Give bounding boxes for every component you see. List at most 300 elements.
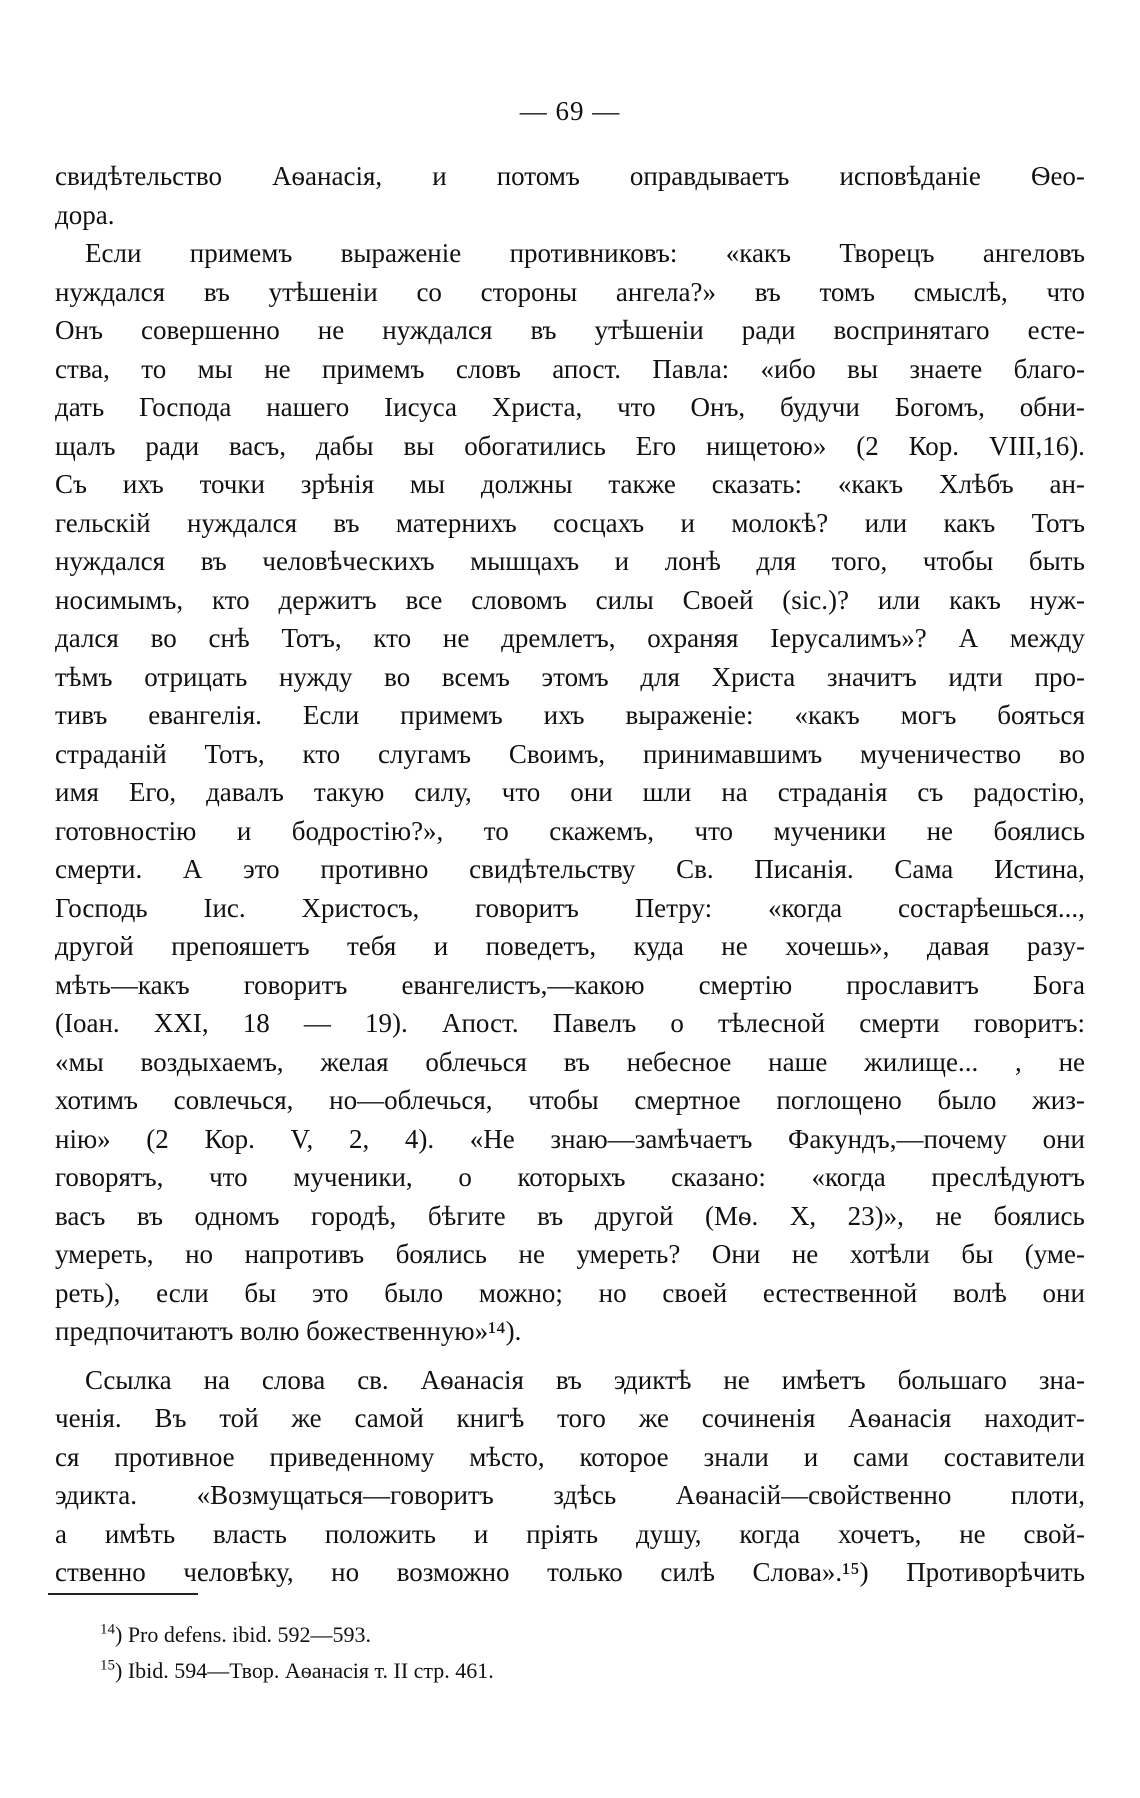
word: то [141,353,167,384]
word: Св. [676,854,714,884]
word: мученичество [859,738,1022,769]
word: зна- [1038,1364,1085,1395]
word: Противорѣчить [906,1557,1085,1587]
word: радостію, [973,777,1085,807]
word: Петру: [634,892,713,923]
text-line [55,735,1085,774]
word: примемъ [400,700,503,730]
text-line [55,1120,1085,1159]
word: Бога [1032,969,1085,1000]
word: во [150,623,177,653]
text-line [55,427,1085,466]
word: жиз- [1032,1085,1085,1115]
word: и [236,815,252,846]
word: свидѣтельство [55,161,222,191]
word: противниковъ: [509,238,678,268]
word: «когда [767,892,843,923]
word: того [557,1403,606,1433]
word: противное [114,1441,235,1472]
word: поглощено [776,1085,902,1115]
word: Апост. [441,1008,519,1038]
word: ради [145,430,200,461]
word: ангеловъ [982,238,1085,268]
paragraph-gap [55,1351,1085,1361]
text-line [55,658,1085,697]
word: васъ [55,1200,106,1231]
word: (sic.)? [782,584,849,615]
word: Тотъ, [281,623,342,653]
word: нуждался [55,546,166,576]
word: словомъ [471,584,567,615]
word: принимавшимъ [642,738,823,769]
word: находит- [984,1403,1085,1433]
word: бы [961,1239,994,1269]
word: не [1058,1046,1085,1077]
word: другой [594,1200,674,1231]
word: не [723,1364,750,1395]
word: не [442,623,470,653]
word: точки [199,469,265,499]
word: 2, [348,1123,370,1154]
word: гельскій [55,507,151,538]
word: воспринятаго [833,315,990,345]
word: могъ [900,700,957,730]
word: мы [197,353,233,384]
word: или [864,507,908,538]
word: дать [55,392,105,422]
word: потомъ [496,161,580,191]
word: выраженіе: [625,700,754,730]
word: естественной [762,1277,918,1308]
word: щалъ [55,430,116,461]
word: «ибо [760,353,816,384]
word: сказано: [671,1162,766,1192]
word: Кор. [908,430,960,461]
word: о [670,1008,684,1038]
word: ан- [1049,469,1085,499]
word: говоритъ: [973,1008,1085,1038]
word: куда [633,931,684,961]
word: того, [831,546,888,576]
word: — [303,1008,331,1038]
word: со [416,276,442,307]
word: про- [1034,661,1085,692]
word: страданій [55,738,167,769]
word: сказать: [711,469,802,499]
word: не [959,1518,986,1549]
word: А [958,623,979,653]
text-line [55,1312,1085,1351]
word: Они [711,1239,761,1269]
word: Хлѣбъ [938,469,1014,499]
word: волѣ [952,1277,1007,1308]
word: дабы [315,430,374,461]
word: во [384,661,411,692]
word: въ [333,507,360,538]
word: смертію [698,969,793,1000]
word: свидѣтельству [469,854,636,884]
word: силѣ [660,1557,715,1587]
word: васъ, [228,430,287,461]
word: мѣть—какъ [55,969,190,1000]
word: знали [703,1441,769,1472]
word: Сама [894,854,954,884]
word: А [182,854,203,884]
word: V, [290,1123,314,1154]
word: «когда [811,1162,886,1192]
text-line [55,1553,1085,1592]
word: мышцахъ [470,546,580,576]
word: Его, [128,777,177,807]
word: (Іоан. [55,1008,120,1038]
word: они [570,777,613,807]
word: смерти [859,1008,940,1038]
word: человѣческихъ [262,546,435,576]
word: XXI, [153,1008,209,1038]
word: чтобы [528,1085,599,1115]
word: пріять [526,1518,599,1549]
word: когда [739,1518,801,1549]
word: говоритъ [475,892,579,923]
word: апост. [552,353,621,384]
footnote-14 [100,1617,1000,1653]
word: Ѳео- [1030,161,1085,191]
word: а [55,1518,67,1549]
word: Павелъ [552,1008,637,1038]
word: жилище... [864,1046,979,1077]
word: говоритъ [243,969,348,1000]
text-line [55,1515,1085,1554]
word: страданія [777,777,888,807]
word: въ [136,1200,163,1231]
word: облечься [425,1046,527,1077]
word: нуждался [55,276,166,307]
word: здѣсь [553,1480,617,1510]
footnote-divider [48,1593,198,1595]
text-line [55,273,1085,312]
text-line [55,388,1085,427]
word: во [1058,738,1085,769]
word: нужду [278,661,353,692]
word: эдикта. [55,1480,138,1510]
word: Съ [55,469,87,499]
word: эдиктѣ [613,1364,692,1395]
word: но [331,1557,360,1587]
text-line [55,1158,1085,1197]
text-line [55,311,1085,350]
word: своей [662,1277,728,1308]
word: мученики [773,815,887,846]
word: держитъ [278,584,377,615]
word: силу, [414,777,472,807]
word: ангела?» [615,276,716,307]
word: давая [926,931,990,961]
word: слова [261,1364,326,1395]
word: примемъ [321,353,425,384]
word: можно; [478,1277,563,1308]
word: «какъ [794,700,860,730]
word: бояться [997,700,1085,730]
word: Слова».¹⁵) [752,1557,869,1587]
word: (Мѳ. [705,1200,759,1231]
word: утѣшеніи [268,276,378,307]
word: той [219,1403,259,1433]
word: , [1015,1046,1022,1077]
word: (2 [146,1123,169,1154]
word: Іисуса [384,392,458,422]
word: этомъ [541,661,609,692]
word: св. [357,1364,389,1395]
word: Писанія. [754,854,854,884]
word: давалъ [206,777,284,807]
word: въ [537,1200,564,1231]
text-line [55,619,1085,658]
word: слугамъ [377,738,472,769]
word: носимымъ, [55,584,184,615]
word: но—облечься, [329,1085,493,1115]
word: хочешь», [785,931,890,961]
word: это [312,1277,349,1308]
word: преслѣдуютъ [931,1162,1085,1192]
word: словъ [455,353,521,384]
word: смыслѣ, [913,276,1008,307]
word: Христосъ, [301,892,420,923]
word: и [473,1518,489,1549]
word: и [433,931,449,961]
word: смерти. [55,854,143,884]
word: «какъ [837,469,904,499]
word: самой [354,1403,424,1433]
word: Аѳанасія [848,1403,952,1433]
word: разу- [1026,931,1085,961]
text-line [55,850,1085,889]
line-text: предпочитаютъ волю божественную»¹⁴). [55,1316,522,1346]
word: Аѳанасія, [272,161,383,191]
word: одномъ [194,1200,280,1231]
word: желая [320,1046,389,1077]
word: сосцахъ [553,507,645,538]
text-line [55,1438,1085,1477]
word: власть [213,1518,287,1549]
word: и [803,1441,819,1472]
footnotes [100,1617,1000,1689]
word: лонѣ [664,546,721,576]
body-text [55,157,1085,1592]
word: Его [635,430,677,461]
word: не [264,353,291,384]
word: сочиненія [701,1403,816,1433]
word: матернихъ [395,507,517,538]
page-number: — 69 — [519,96,621,126]
word: имѣть [104,1518,176,1549]
text-line [55,773,1085,812]
word: нію» [55,1123,111,1154]
word: быть [1028,546,1085,576]
word: мѣсто, [469,1441,545,1472]
word: большаго [897,1364,1007,1395]
word: исповѣданіе [839,161,981,191]
word: въ [200,546,227,576]
line-text: дора. [55,199,115,230]
word: стороны [480,276,578,307]
text-line [55,927,1085,966]
word: тѣлесной [718,1008,826,1038]
word: Іис. [203,892,246,923]
word: благо- [1013,353,1085,384]
word: же [291,1403,322,1433]
word: дремлетъ, [501,623,616,653]
word: вы [847,353,878,384]
word: хотимъ [55,1085,138,1115]
text-line [55,1399,1085,1438]
word: евангелистъ,—какою [401,969,645,1000]
word: какъ [949,584,1001,615]
word: нуждался [382,315,493,345]
text-line [55,1043,1085,1082]
word: молокѣ? [731,507,829,538]
text-line [55,196,1085,235]
word: евангелія. [148,700,262,730]
word: въ [555,1364,582,1395]
word: Онъ, [690,392,746,422]
word: должны [480,469,573,499]
word: воздыхаемъ, [140,1046,284,1077]
word: (уме- [1024,1239,1085,1269]
word: препояшетъ [171,931,310,961]
footnote-text: ) Pro defens. ibid. 592—593. [115,1622,372,1647]
word: приведенному [269,1441,435,1472]
word: Факундъ,—почему [788,1123,1007,1154]
word: Тотъ, [204,738,265,769]
word: противно [320,854,429,884]
word: смертное [634,1085,741,1115]
word: такую [313,777,385,807]
word: что [617,392,656,422]
word: умереть, [55,1239,154,1269]
word: и [614,546,630,576]
word: въ [530,315,557,345]
word: въ [203,276,230,307]
word: не [935,1200,962,1231]
word: ченія. [55,1403,122,1433]
word: Аѳанасія [420,1364,524,1395]
word: и [680,507,695,538]
word: ихъ [122,469,164,499]
word: 19). [365,1008,408,1038]
word: мы [409,469,446,499]
word: это [243,854,280,884]
word: же [638,1403,669,1433]
word: ради [741,315,796,345]
word: напротивъ [244,1239,365,1269]
word: имѣетъ [781,1364,866,1395]
text-line [55,696,1085,735]
word: что [209,1162,248,1192]
text-line [55,157,1085,196]
word: не [721,931,748,961]
text-line [55,1361,1085,1400]
word: на [721,777,748,807]
word: какъ [943,507,996,538]
word: Тотъ [1031,507,1085,538]
word: тивъ [55,700,108,730]
word: утѣшеніи [594,315,704,345]
word: нищетою» [706,430,827,461]
word: Своей [682,584,754,615]
word: что [1046,276,1085,307]
word: то [483,815,509,846]
footnote-marker: 15 [100,1657,115,1674]
word: тѣмъ [55,661,113,692]
word: ственно [55,1557,146,1587]
word: имя [55,777,99,807]
word: примемъ [189,238,293,268]
word: Если [302,700,360,730]
word: есте- [1027,315,1085,345]
text-line [55,234,1085,273]
word: реть), [55,1277,121,1308]
word: зрѣнія [300,469,374,499]
word: «какъ [725,238,792,268]
word: «Возмущаться—говоритъ [196,1480,494,1510]
word: боялись [993,815,1085,846]
text-line [55,504,1085,543]
word: кто [302,738,341,769]
word: Христа [711,661,796,692]
word: ства, [55,353,110,384]
word: «Не [469,1123,515,1154]
footnote-marker: 14 [100,1621,115,1638]
word: охраняя [647,623,739,653]
word: или [877,584,921,615]
word: чтобы [922,546,994,576]
word: книгѣ [456,1403,525,1433]
word: 4). [404,1123,435,1154]
word: они [1042,1277,1085,1308]
word: готовностію [55,815,197,846]
word: для [640,661,680,692]
word: обни- [1019,392,1085,422]
word: будучи [780,392,860,422]
word: и [432,161,447,191]
word: хочетъ, [837,1518,922,1549]
word: совлечься, [173,1085,294,1115]
word: также [608,469,676,499]
word: кто [211,584,250,615]
text-line [55,889,1085,928]
text-line [55,812,1085,851]
word: Въ [154,1403,187,1433]
word: VIII,16). [988,430,1085,461]
word: не [926,815,954,846]
word: ихъ [543,700,585,730]
word: Павла: [652,353,730,384]
word: не [518,1239,545,1269]
word: томъ [819,276,875,307]
word: городѣ, [311,1200,397,1231]
word: человѣку, [183,1557,294,1587]
word: боялись [395,1239,487,1269]
text-line [55,1081,1085,1120]
word: Господа [139,392,232,422]
word: Богомъ, [894,392,985,422]
word: съ [917,777,944,807]
word: душу, [635,1518,702,1549]
word: что [501,777,541,807]
word: говорятъ, [55,1162,164,1192]
word: 23)», [847,1200,904,1231]
word: о [458,1162,472,1192]
